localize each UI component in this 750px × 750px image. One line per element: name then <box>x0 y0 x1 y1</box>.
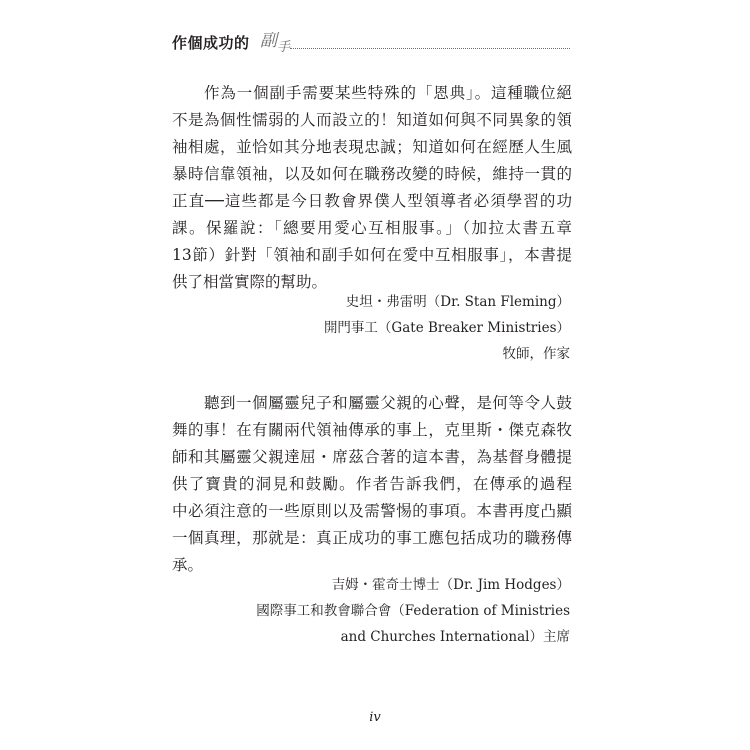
running-header-title: 作個成功的 <box>172 34 250 52</box>
text-line: 承。 <box>172 556 204 574</box>
endorsement-1-text <box>172 80 572 296</box>
text-line: 中必須注意的一些原則以及需警惕的事項。本書再度凸顯 <box>172 502 572 520</box>
text-line: 13節）針對「領袖和副手如何在愛中互相服事」，本書提 <box>172 246 572 264</box>
text-line: 供了相當實際的幫助。 <box>172 273 328 291</box>
running-header-script <box>260 26 291 55</box>
text-line: 一個真理，那就是：真正成功的事工應包括成功的職務傳 <box>172 529 572 547</box>
running-header <box>172 28 570 54</box>
text-line: 供了寶貴的洞見和鼓勵。作者告訴我們，在傳承的過程 <box>172 475 572 493</box>
endorsement-2-organization: 國際事工和教會聯合會（Federation of Ministries <box>256 603 570 619</box>
text-line: 課。保羅說：「總要用愛心互相服事。」（加拉太書五章 <box>172 219 572 237</box>
text-line: 正直──這些都是今日教會界僕人型領導者必須學習的功 <box>172 192 572 210</box>
endorsement-2-text <box>172 390 572 579</box>
running-header-script-main: 副 <box>260 31 277 51</box>
page-number: iv <box>369 710 381 725</box>
header-dotted-rule <box>290 48 570 49</box>
endorsement-1-author: 史坦・弗雷明（Dr. Stan Fleming） <box>345 294 570 310</box>
text-line: 師和其屬靈父親達屈・席茲合著的這本書，為基督身體提 <box>172 448 572 466</box>
text-line: 暴時信靠領袖，以及如何在職務改變的時候，維持一貫的 <box>172 165 572 183</box>
running-header-script-small: 手 <box>277 40 291 55</box>
endorsement-2-role: and Churches International）主席 <box>340 629 570 645</box>
endorsement-1-organization: 開門事工（Gate Breaker Ministries） <box>323 320 570 336</box>
text-line: 不是為個性懦弱的人而設立的！知道如何與不同異象的領 <box>172 111 572 129</box>
text-line: 聽到一個屬靈兒子和屬靈父親的心聲，是何等令人鼓 <box>204 394 572 412</box>
endorsement-1-role: 牧師，作家 <box>502 346 570 362</box>
endorsement-2-author: 吉姆・霍奇士博士（Dr. Jim Hodges） <box>331 577 570 593</box>
text-line: 袖相處，並恰如其分地表現忠誠；知道如何在經歷人生風 <box>172 138 572 156</box>
text-line: 作為一個副手需要某些特殊的「恩典」。這種職位絕 <box>204 84 572 102</box>
text-line: 舞的事！在有關兩代領袖傳承的事上，克里斯・傑克森牧 <box>172 421 572 439</box>
